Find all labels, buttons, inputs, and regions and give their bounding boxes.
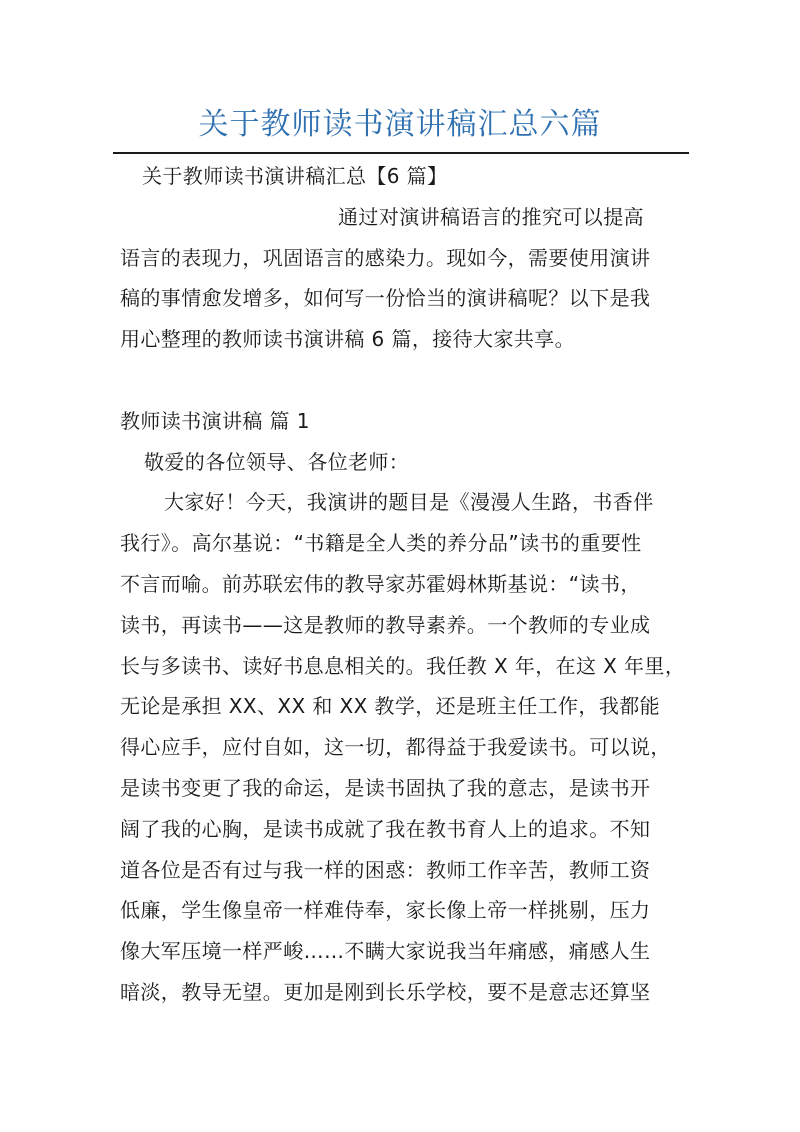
section-heading: 教师读书演讲稿 篇 1	[120, 408, 310, 433]
title-divider	[113, 152, 689, 154]
document-subtitle: 关于教师读书演讲稿汇总【6 篇】	[142, 164, 448, 188]
speech-line: 暗淡，教导无望。更加是刚到长乐学校，要不是意志还算坚	[120, 979, 651, 1004]
speech-line: 得心应手，应付自如，这一切，都得益于我爱读书。可以说，	[120, 735, 671, 760]
speech-greeting: 敬爱的各位领导、各位老师：	[144, 449, 410, 474]
speech-line: 大家好！今天，我演讲的题目是《漫漫人生路，书香伴	[164, 490, 654, 515]
intro-line: 用心整理的教师读书演讲稿 6 篇，接待大家共享。	[120, 327, 576, 352]
intro-line: 稿的事情愈发增多，如何写一份恰当的演讲稿呢？以下是我	[120, 286, 651, 311]
speech-line: 我行》。高尔基说：“书籍是全人类的养分品”读书的重要性	[120, 531, 642, 556]
speech-line: 读书，再读书——这是教师的教导素养。一个教师的专业成	[120, 612, 651, 637]
document-body	[120, 156, 686, 1013]
speech-line: 道各位是否有过与我一样的困惑：教师工作辛苦，教师工资	[120, 857, 651, 882]
intro-line: 通过对演讲稿语言的推究可以提高	[338, 204, 644, 229]
speech-line: 阔了我的心胸，是读书成就了我在教书育人上的追求。不知	[120, 816, 651, 841]
document-title: 关于教师读书演讲稿汇总六篇	[198, 107, 602, 142]
speech-line: 无论是承担 XX、XX 和 XX 教学，还是班主任工作，我都能	[120, 694, 661, 719]
speech-line: 低廉，学生像皇帝一样难侍奉，家长像上帝一样挑剔，压力	[120, 898, 651, 923]
speech-line: 是读书变更了我的命运，是读书固执了我的意志，是读书开	[120, 775, 651, 800]
intro-line: 语言的表现力，巩固语言的感染力。现如今，需要使用演讲	[120, 245, 651, 270]
speech-line: 长与多读书、读好书息息相关的。我任教 X 年，在这 X 年里，	[120, 653, 686, 678]
speech-line: 不言而喻。前苏联宏伟的教导家苏霍姆林斯基说：“读书，	[120, 571, 641, 596]
speech-line: 像大军压境一样严峻……不瞒大家说我当年痛感，痛感人生	[120, 939, 651, 964]
